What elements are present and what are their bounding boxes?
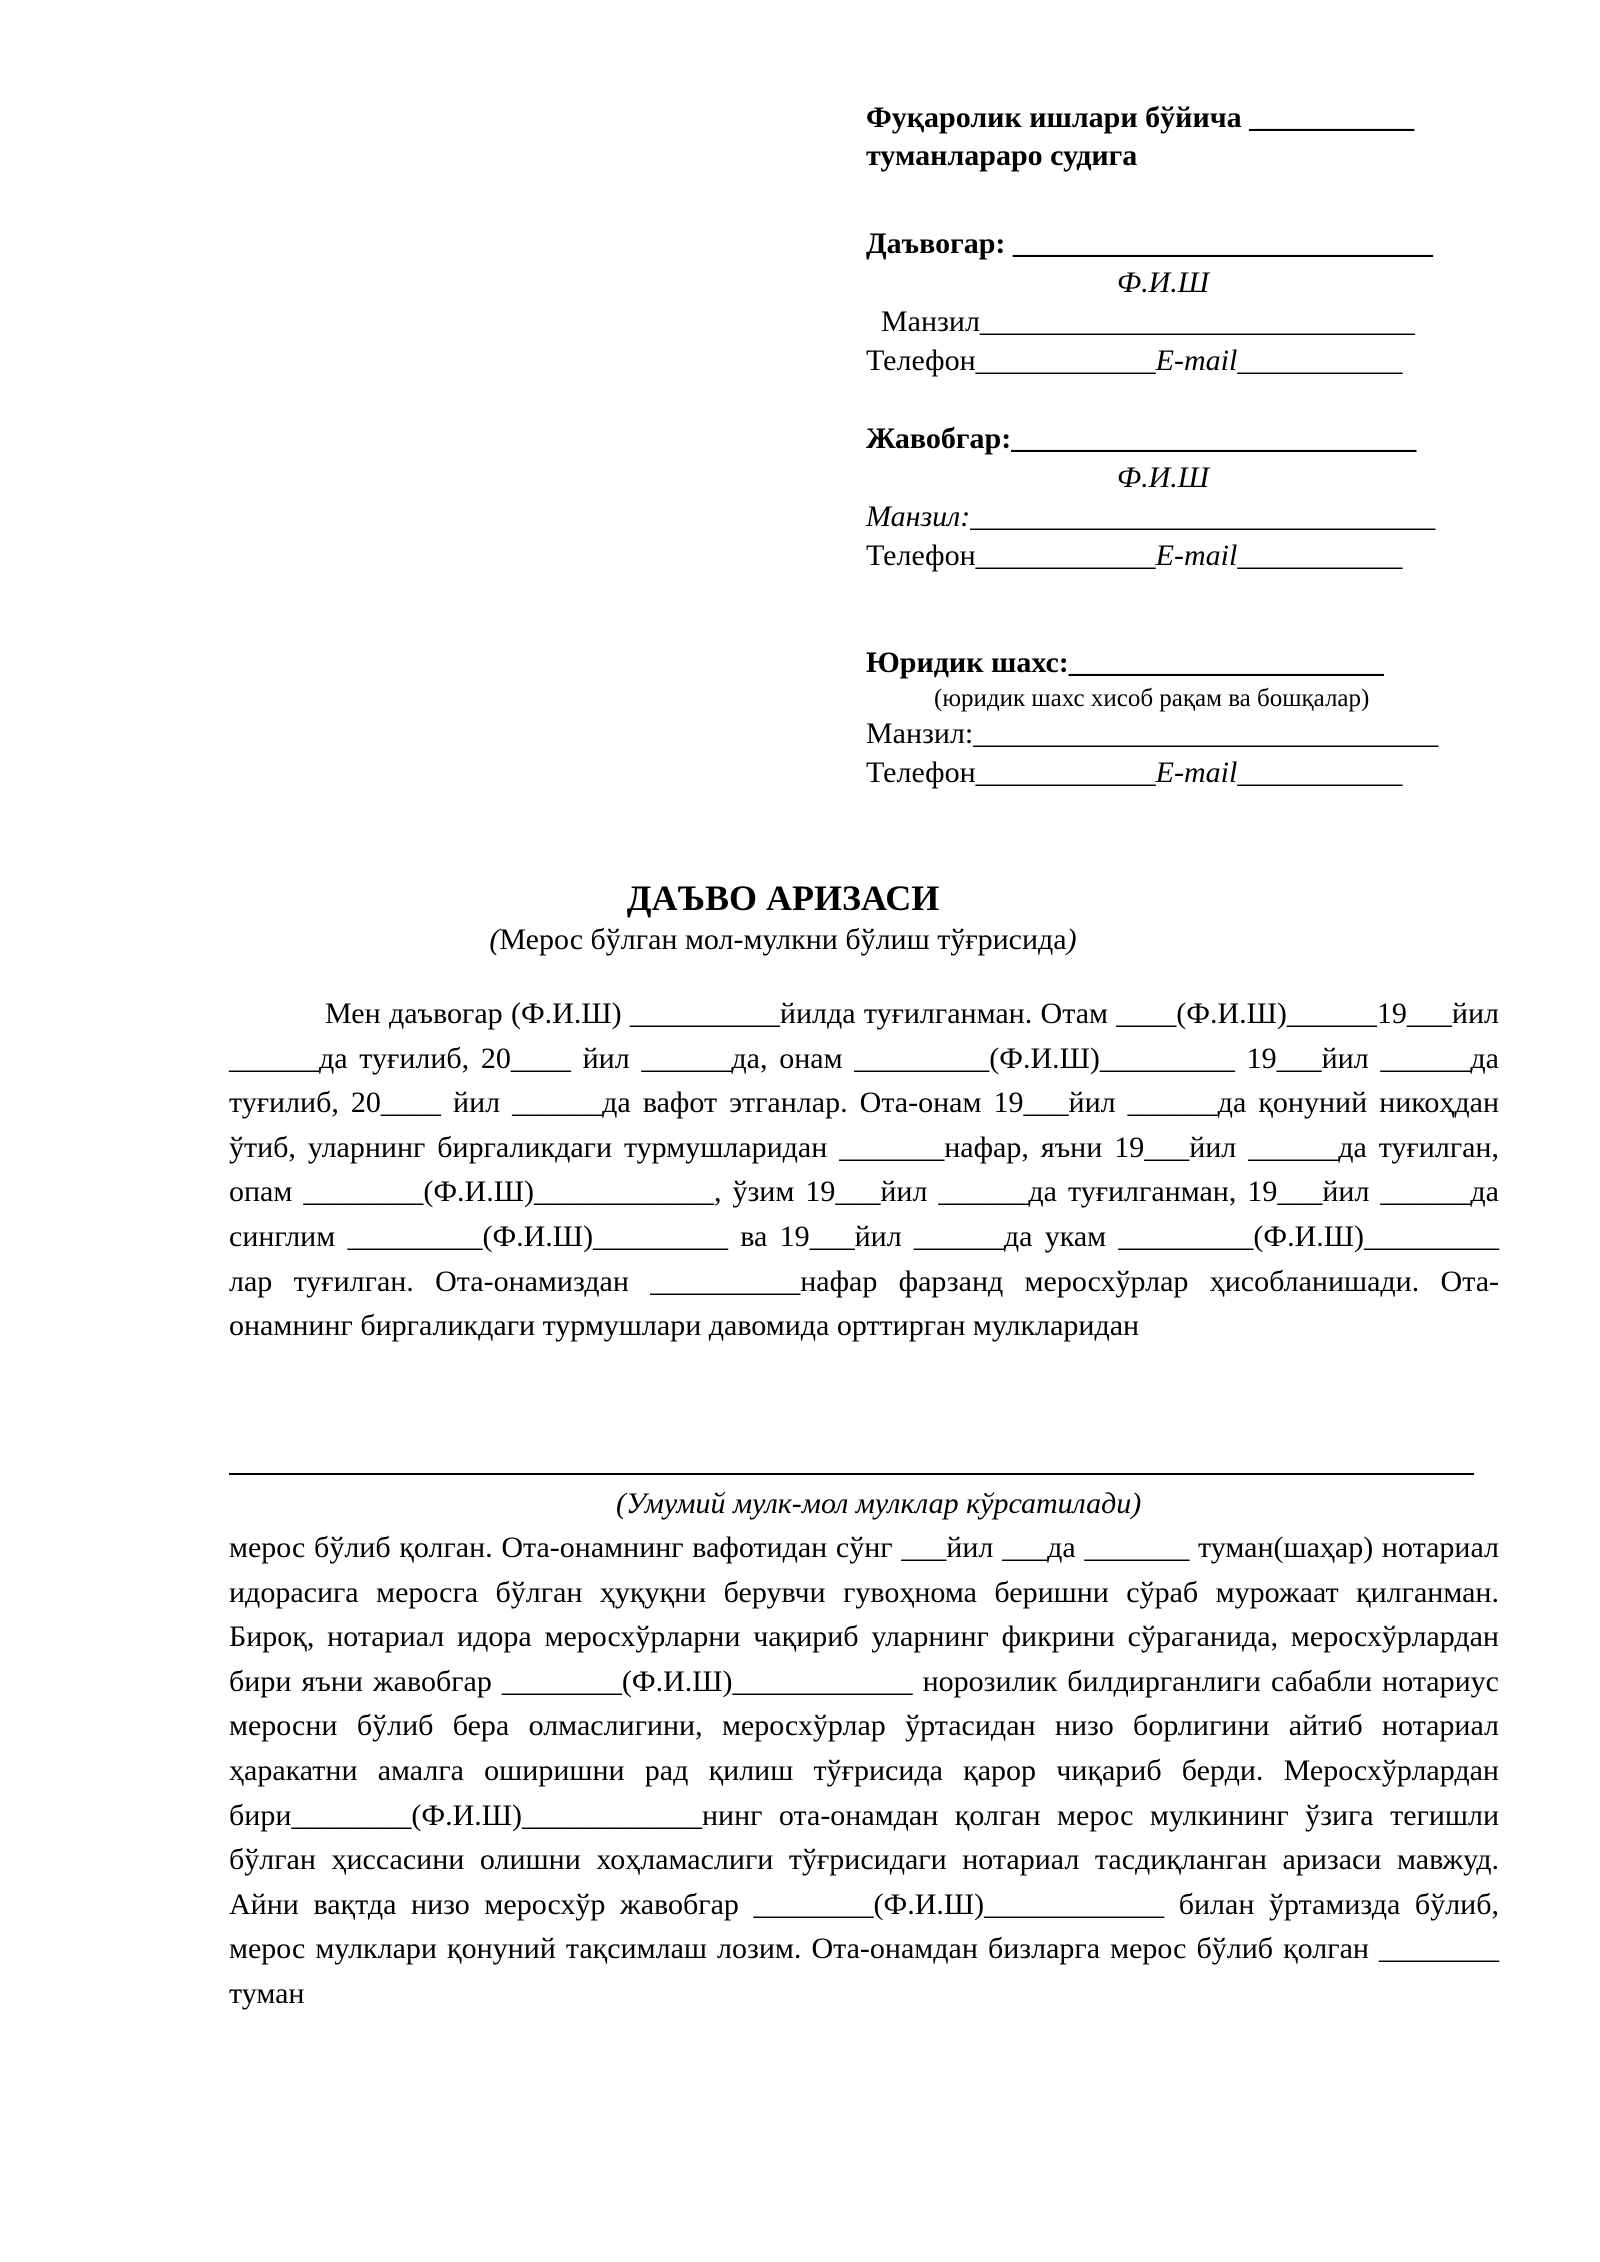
- defendant-fio-caption: Ф.И.Ш: [1117, 461, 1210, 494]
- legal-email-label: E-mail: [1155, 756, 1238, 789]
- plaintiff-contact: [866, 341, 1506, 380]
- plaintiff-address: Манзил_____________________________: [866, 305, 1415, 338]
- plaintiff-fio-caption: Ф.И.Ш: [1117, 266, 1210, 299]
- property-fill-line: [229, 1473, 1474, 1475]
- defendant-address-label: Манзил:: [866, 500, 971, 533]
- document-subtitle: [0, 920, 1566, 960]
- defendant-address: [866, 497, 1506, 536]
- legal-entity-contact: [866, 753, 1506, 792]
- court-line-2: туманлараро судига: [866, 139, 1138, 172]
- defendant-address-line: _______________________________: [970, 500, 1436, 533]
- general-property-note: (Умумий мулк-мол мулклар кўрсатилади): [616, 1487, 1142, 1520]
- subtitle-text: Мерос бўлган мол-мулкни бўлиш тўғрисида: [499, 923, 1067, 956]
- body-paragraph-2: мерос бўлиб қолган. Ота-онамнинг вафотидан сўнг ___йил ___да _______ туман(шаҳар) нотариал идорасига меросга бўлган ҳуқуқни берувчи гувоҳнома беришни сўраб мурожаат қилганман. Бироқ, нотариал идора меросхўрларни чақириб уларнинг фикрини сўраганида, меросхўрлардан бири яъни жавобгар ________(Ф.И.Ш)____________ норозилик билдирганлиги сабабли нотариус меросни бўлиб бера олмаслигини, меросхўрлар ўртасидан низо борлигини айтиб нотариал ҳаракатни амалга оширишни рад қилиш тўғрисида қарор чиқариб берди. Меросхўрлардан бири________(Ф.И.Ш)____________нинг ота-онамдан қолган мерос мулкининг ўзига тегишли бўлган ҳиссасини олишни хоҳламаслиги тўғрисидаги нотариал тасдиқланган аризаси мавжуд. Айни вақтда низо меросхўр жавобгар ________(Ф.И.Ш)____________ билан ўртамизда бўлиб, мерос мулклари қонуний тақсимлаш лозим. Ота-онамдан бизларга мерос бўлиб қолган ________ туман: [229, 1531, 1499, 2010]
- defendant-label: Жавобгар:___________________________: [866, 422, 1417, 455]
- plaintiff-phone-label: Телефон____________: [866, 344, 1156, 377]
- plaintiff-email-label: E-mail: [1155, 344, 1238, 377]
- defendant-phone-label: Телефон____________: [866, 539, 1156, 572]
- defendant-email-line: ___________: [1237, 539, 1403, 572]
- document-title: ДАЪВО АРИЗАСИ: [626, 878, 940, 918]
- legal-entity-note: (юридик шахс хисоб рақам ва бошқалар): [934, 685, 1370, 712]
- legal-entity-address: Манзил:_______________________________: [866, 717, 1439, 750]
- subtitle-open-paren: (: [489, 923, 500, 956]
- legal-phone-label: Телефон____________: [866, 756, 1156, 789]
- court-line-1: Фуқаролик ишлари бўйича ___________: [866, 101, 1415, 134]
- defendant-contact: [866, 536, 1506, 575]
- body-paragraph-1: Мен даъвогар (Ф.И.Ш) __________йилда туғилганман. Отам ____(Ф.И.Ш)______19___йил ______да туғилиб, 20____ йил ______да, онам _________(Ф.И.Ш)_________ 19___йил ______да туғилиб, 20____ йил ______да вафот этганлар. Ота-онам 19___йил ______да қонуний никоҳдан ўтиб, уларнинг биргаликдаги турмушларидан _______нафар, яъни 19___йил ______да туғилган, опам ________(Ф.И.Ш)____________, ўзим 19___йил ______да туғилганман, 19___йил ______да синглим _________(Ф.И.Ш)_________ ва 19___йил ______да укам _________(Ф.И.Ш)_________ лар туғилган. Ота-онамиздан __________нафар фарзанд меросхўрлар ҳисобланишади. Ота-онамнинг биргаликдаги турмушлари давомида орттирган мулкларидан: [229, 997, 1499, 1343]
- legal-entity-label: Юридик шахс:_____________________: [866, 646, 1384, 679]
- defendant-email-label: E-mail: [1155, 539, 1238, 572]
- plaintiff-label: Даъвогар: ____________________________: [866, 227, 1433, 260]
- legal-email-line: ___________: [1237, 756, 1403, 789]
- subtitle-close-paren: ): [1066, 923, 1077, 956]
- plaintiff-email-line: ___________: [1237, 344, 1403, 377]
